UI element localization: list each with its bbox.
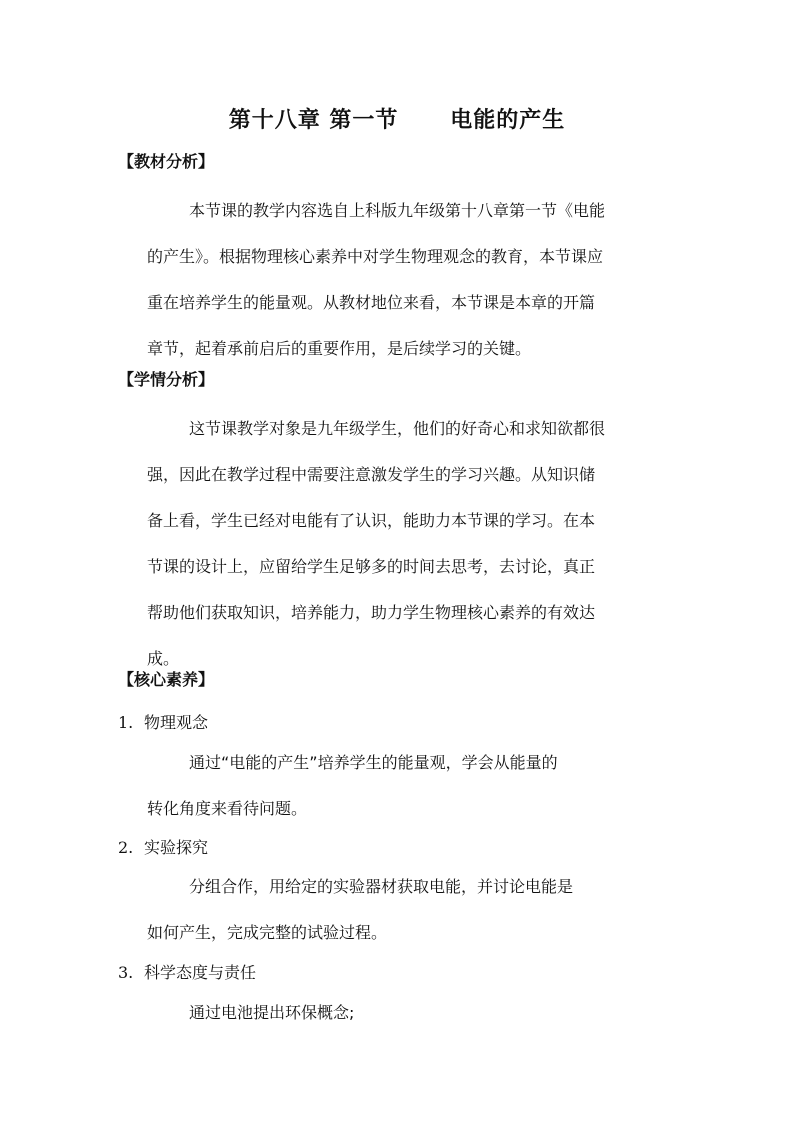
paragraph-line: 重在培养学生的能量观。从教材地位来看，本节课是本章的开篇 [147, 293, 596, 312]
paragraph-line: 通过“电能的产生”培养学生的能量观，学会从能量的 [189, 753, 558, 772]
student-analysis-paragraph [147, 406, 687, 682]
item-label: 实验探究 [144, 838, 209, 857]
core-item-1-body [147, 740, 558, 832]
item-label: 科学态度与责任 [144, 963, 257, 982]
page-title: 第十八章 第一节 电能的产生 [228, 108, 566, 133]
core-item-3-heading [118, 960, 256, 983]
item-number: 1. [118, 713, 134, 732]
section-heading-textbook-analysis: 【教材分析】 [118, 152, 215, 171]
core-item-3-body [147, 990, 354, 1036]
paragraph-line: 通过电池提出环保概念; [189, 1003, 355, 1022]
paragraph-line: 成。 [147, 649, 180, 668]
paragraph-line: 分组合作，用给定的实验器材获取电能，并讨论电能是 [189, 877, 574, 896]
core-item-2-heading [118, 835, 208, 858]
textbook-analysis-paragraph [147, 188, 687, 372]
paragraph-line: 备上看，学生已经对电能有了认识，能助力本节课的学习。在本 [147, 511, 596, 530]
item-number: 2. [118, 838, 134, 857]
paragraph-line: 强，因此在教学过程中需要注意激发学生的学习兴趣。从知识储 [147, 465, 596, 484]
section-heading-core-literacy: 【核心素养】 [118, 670, 215, 689]
paragraph-line: 如何产生，完成完整的试验过程。 [147, 923, 388, 942]
paragraph-line: 节课的设计上，应留给学生足够多的时间去思考，去讨论，真正 [147, 557, 596, 576]
paragraph-line: 帮助他们获取知识，培养能力，助力学生物理核心素养的有效达 [147, 603, 596, 622]
core-item-2-body [147, 864, 573, 956]
paragraph-line: 的产生》。根据物理核心素养中对学生物理观念的教育，本节课应 [147, 247, 604, 266]
section-heading-student-analysis: 【学情分析】 [118, 370, 215, 389]
item-label: 物理观念 [144, 713, 209, 732]
item-number: 3. [118, 963, 134, 982]
paragraph-line: 转化角度来看待问题。 [147, 799, 308, 818]
paragraph-line: 这节课教学对象是九年级学生，他们的好奇心和求知欲都很 [189, 419, 606, 438]
core-item-1-heading [118, 710, 208, 733]
paragraph-line: 章节，起着承前启后的重要作用，是后续学习的关键。 [147, 339, 532, 358]
paragraph-line: 本节课的教学内容选自上科版九年级第十八章第一节《电能 [189, 201, 606, 220]
